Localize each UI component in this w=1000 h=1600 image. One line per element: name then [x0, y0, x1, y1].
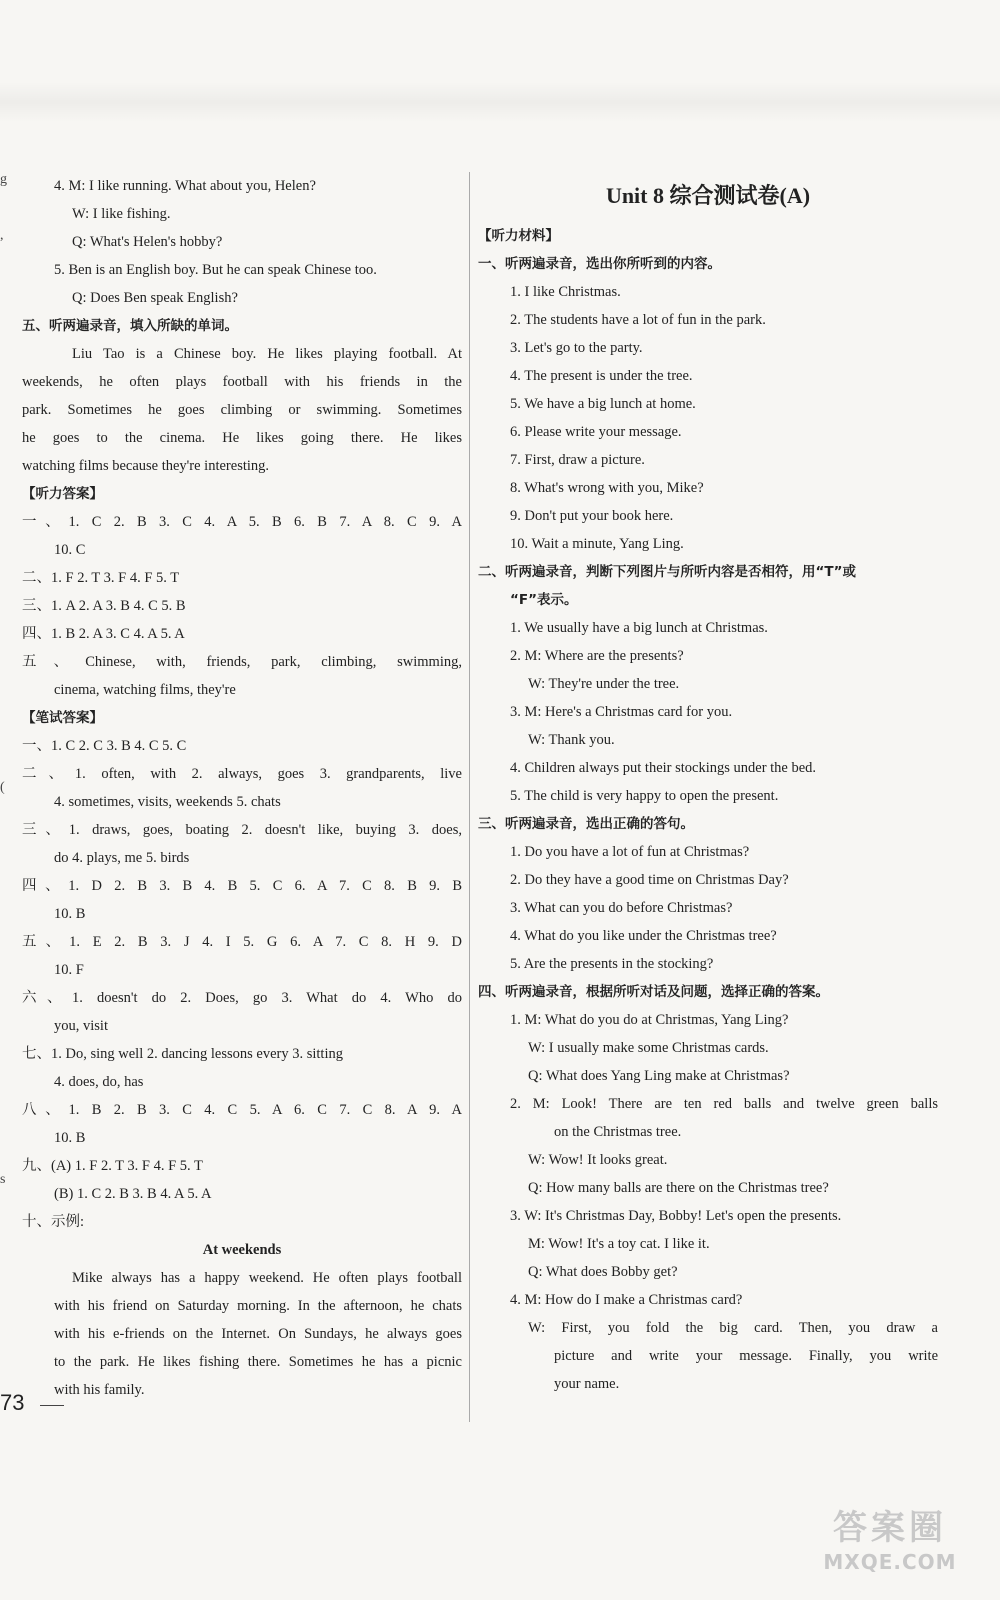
left-line: 九、(A) 1. F 2. T 3. F 4. F 5. T — [22, 1158, 203, 1174]
left-line: Q: What's Helen's hobby? — [72, 234, 223, 250]
right-line: 5. The child is very happy to open the present. — [510, 788, 779, 804]
right-line: M: Wow! It's a toy cat. I like it. — [528, 1236, 710, 1252]
left-line: 【笔试答案】 — [22, 710, 103, 726]
right-line: 1. M: What do you do at Christmas, Yang Ling? — [510, 1012, 789, 1028]
right-line: 一、听两遍录音，选出你所听到的内容。 — [478, 256, 721, 272]
right-line: 2. Do they have a good time on Christmas Day? — [510, 872, 789, 888]
right-line: Q: What does Yang Ling make at Christmas? — [528, 1068, 790, 1084]
left-line: 4. does, do, has — [54, 1074, 144, 1090]
scan-shadow — [0, 82, 1000, 122]
right-line: 4. Children always put their stockings under the bed. — [510, 760, 817, 776]
column-divider — [469, 172, 470, 1422]
right-line: 四、听两遍录音，根据所听对话及问题，选择正确的答案。 — [478, 984, 829, 1000]
left-column — [22, 172, 462, 1404]
left-line: 4. M: I like running. What about you, Helen? — [54, 178, 316, 194]
left-line: 二、1. F 2. T 3. F 4. F 5. T — [22, 570, 180, 586]
right-line: 4. The present is under the tree. — [510, 368, 693, 384]
left-line: 三、1. draws, goes, boating 2. doesn't like, buying 3. does, — [22, 822, 462, 838]
edge-letter: g — [0, 172, 7, 187]
watermark-logo — [800, 1506, 980, 1586]
left-line: 一、1. C 2. B 3. C 4. A 5. B 6. B 7. A 8. C 9. A — [22, 514, 462, 530]
left-line: to the park. He likes fishing there. Sometimes he has a picnic — [54, 1354, 462, 1370]
left-line: 四、1. D 2. B 3. B 4. B 5. C 6. A 7. C 8. B 9. B — [22, 878, 462, 894]
left-line: 五、Chinese, with, friends, park, climbing, swimming, — [22, 654, 462, 670]
right-line: 3. M: Here's a Christmas card for you. — [510, 704, 733, 720]
left-line: 10. F — [54, 962, 84, 978]
right-line: picture and write your message. Finally, you write — [554, 1348, 938, 1364]
left-line: (B) 1. C 2. B 3. B 4. A 5. A — [54, 1186, 212, 1202]
right-line: Q: How many balls are there on the Christmas tree? — [528, 1180, 829, 1196]
edge-letter: ( — [0, 780, 5, 795]
left-line: with his e-friends on the Internet. On Sundays, he always goes — [54, 1326, 462, 1342]
right-line: W: Wow! It looks great. — [528, 1152, 668, 1168]
edge-letter: , — [0, 228, 4, 243]
left-line: 五、听两遍录音，填入所缺的单词。 — [22, 318, 238, 334]
left-line: 5. Ben is an English boy. But he can speak Chinese too. — [54, 262, 377, 278]
right-line: your name. — [554, 1376, 620, 1392]
right-line: Q: What does Bobby get? — [528, 1264, 678, 1280]
left-line: do 4. plays, me 5. birds — [54, 850, 190, 866]
left-line: with his family. — [54, 1382, 145, 1398]
left-line: park. Sometimes he goes climbing or swimming. Sometimes — [22, 402, 462, 418]
left-line: 六、1. doesn't do 2. Does, go 3. What do 4. Who do — [22, 990, 462, 1006]
left-line: 八、1. B 2. B 3. C 4. C 5. A 6. C 7. C 8. A 9. A — [22, 1102, 462, 1118]
edge-letter: s — [0, 1172, 6, 1187]
left-line: Liu Tao is a Chinese boy. He likes playing football. At — [72, 346, 462, 362]
left-line: 10. B — [54, 906, 86, 922]
right-line: 【听力材料】 — [478, 228, 559, 244]
right-line: 3. What can you do before Christmas? — [510, 900, 733, 916]
left-line: he goes to the cinema. He likes going there. He likes — [22, 430, 462, 446]
right-line: on the Christmas tree. — [554, 1124, 682, 1140]
right-line: W: Thank you. — [528, 732, 615, 748]
left-line: 七、1. Do, sing well 2. dancing lessons every 3. sitting — [22, 1046, 343, 1062]
right-line: 1. I like Christmas. — [510, 284, 621, 300]
right-line: 7. First, draw a picture. — [510, 452, 645, 468]
right-line: 1. Do you have a lot of fun at Christmas? — [510, 844, 750, 860]
right-line: 3. Let's go to the party. — [510, 340, 643, 356]
left-line: 三、1. A 2. A 3. B 4. C 5. B — [22, 598, 186, 614]
right-lines — [478, 222, 938, 1398]
right-line: W: They're under the tree. — [528, 676, 680, 692]
right-line: 2. M: Look! There are ten red balls and twelve green balls — [510, 1096, 938, 1112]
left-line: with his friend on Saturday morning. In the afternoon, he chats — [54, 1298, 462, 1314]
right-line: 4. What do you like under the Christmas tree? — [510, 928, 777, 944]
left-line: W: I like fishing. — [72, 206, 171, 222]
left-line: watching films because they're interesting. — [22, 458, 270, 474]
left-line: 一、1. C 2. C 3. B 4. C 5. C — [22, 738, 187, 754]
left-line: Q: Does Ben speak English? — [72, 290, 238, 306]
left-line: 二、1. often, with 2. always, goes 3. grandparents, live — [22, 766, 462, 782]
page-number-rule — [40, 1405, 64, 1406]
left-line: 五、1. E 2. B 3. J 4. I 5. G 6. A 7. C 8. H 9. D — [22, 934, 462, 950]
right-line: 5. Are the presents in the stocking? — [510, 956, 714, 972]
left-line: 10. B — [54, 1130, 86, 1146]
left-line: cinema, watching films, they're — [54, 682, 236, 698]
right-line: 9. Don't put your book here. — [510, 508, 674, 524]
right-line: W: First, you fold the big card. Then, you draw a — [528, 1320, 938, 1336]
right-line: 二、听两遍录音，判断下列图片与所听内容是否相符，用“T”或 — [478, 564, 856, 580]
left-line: 10. C — [54, 542, 86, 558]
page-number: 73 — [0, 1390, 25, 1415]
right-line: 1. We usually have a big lunch at Christmas. — [510, 620, 768, 636]
left-line: 【听力答案】 — [22, 486, 103, 502]
right-line: 6. Please write your message. — [510, 424, 682, 440]
left-line: 4. sometimes, visits, weekends 5. chats — [54, 794, 281, 810]
left-line: weekends, he often plays football with his friends in the — [22, 374, 462, 390]
right-line: 10. Wait a minute, Yang Ling. — [510, 536, 684, 552]
left-line: you, visit — [54, 1018, 108, 1034]
right-line: W: I usually make some Christmas cards. — [528, 1040, 769, 1056]
right-line: “F”表示。 — [510, 592, 578, 608]
right-line: 5. We have a big lunch at home. — [510, 396, 696, 412]
left-line: 四、1. B 2. A 3. C 4. A 5. A — [22, 626, 185, 642]
right-line: 4. M: How do I make a Christmas card? — [510, 1292, 743, 1308]
right-line: 2. M: Where are the presents? — [510, 648, 684, 664]
left-line: At weekends — [202, 1242, 282, 1258]
left-line: Mike always has a happy weekend. He often plays football — [72, 1270, 462, 1286]
right-line: 2. The students have a lot of fun in the park. — [510, 312, 766, 328]
unit-title — [478, 178, 938, 214]
right-line: 8. What's wrong with you, Mike? — [510, 480, 704, 496]
right-line: 3. W: It's Christmas Day, Bobby! Let's open the presents. — [510, 1208, 842, 1224]
watermark-en: MXQE.COM — [823, 1550, 957, 1574]
watermark-cn: 答案圈 — [833, 1508, 947, 1548]
right-line: 三、听两遍录音，选出正确的答句。 — [478, 816, 694, 832]
left-line: 十、示例: — [22, 1214, 85, 1230]
unit-title-text: Unit 8 综合测试卷(A) — [605, 183, 811, 208]
right-column — [478, 178, 938, 1398]
